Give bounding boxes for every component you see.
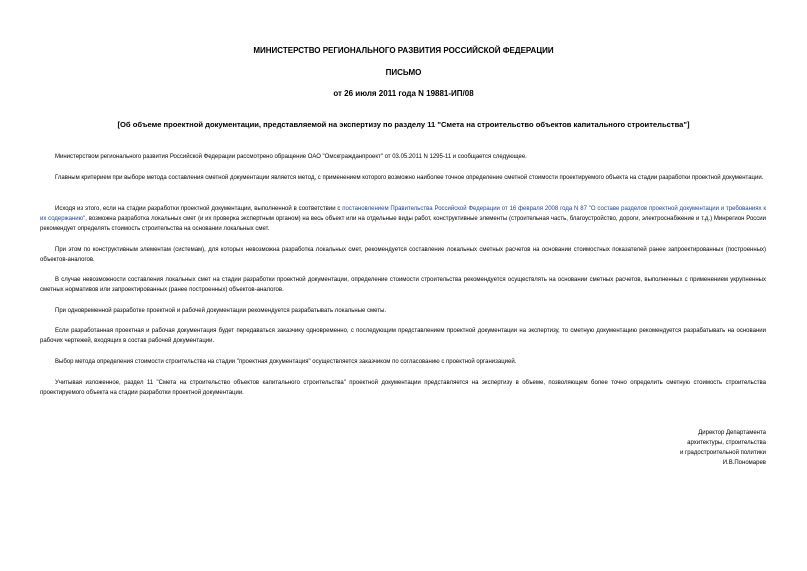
paragraph-3-text-end: , возможна разработка локальных смет (и их проверка экспертным органом) на весь объект или на отдельные виды работ, конструктивные элементы (строительная часть, благоустройство, дороги, электроснабжение и т.д.) Минрегион России рекомендует определять стоимость строительства на основании локальных смет.	[40, 216, 766, 232]
paragraph-1: Министерством регионального развития Российской Федерации рассмотрено обращение ОАО "Омскгражданпроект" от 03.05.2011 N 1295-11 и сообщается следующее.	[55, 154, 527, 160]
document-date-number: от 26 июля 2011 года N 19881-ИП/08	[333, 89, 474, 98]
paragraph-9: Учитывая изложенное, раздел 11 "Смета на строительство объектов капитального строительства" проектной документации представляется на экспертизу в объеме, позволяющем более точно определить сметную стоимость строительства проектируемого объекта на стадии разработки проектной документации.	[40, 380, 766, 396]
regulation-link[interactable]: постановлением Правительства Российской Федерации от 16 февраля 2008 года N 87 "О составе разделов проектной документации и требованиях к их содержанию"	[40, 206, 767, 222]
paragraph-7: Если разработанная проектная и рабочая документация будет передаваться заказчику одновременно, с последующим представлением проектной документации на экспертизу, то сметную документацию рекомендуется разрабатывать на основании рабочих чертежей, входящих в состав рабочей документации.	[40, 328, 766, 344]
paragraph-6: При одновременной разработке проектной и рабочей документации рекомендуется разрабатывать локальные сметы.	[55, 308, 387, 314]
paragraph-8: Выбор метода определения стоимости строительства на стадии "проектная документация" осуществляется заказчиком по согласованию с проектной организацией.	[55, 359, 517, 365]
paragraph-4: При этом по конструктивным элементам (системам), для которых невозможна разработка локальных смет, рекомендуется составление локальных сметных расчетов на основании стоимостных показателей ранее запроектированных (построенных) объектов-аналогов.	[40, 247, 766, 263]
paragraph-3-text-start: Исходя из этого, если на стадии разработки проектной документации, выполненной в соответствии с	[55, 206, 343, 212]
signature-position-line-1: Директор Департамента	[698, 430, 766, 436]
paragraph-2: Главным критерием при выборе метода составления сметной документации является метод, с применением которого возможно наиболее точное определение сметной стоимости проектируемого объекта на стадии разработки проектной документации.	[55, 175, 764, 181]
signature-block	[680, 428, 766, 468]
signature-position-line-3: и градостроительной политики	[680, 450, 766, 456]
document-type: ПИСЬМО	[385, 68, 422, 77]
paragraph-5: В случае невозможности составления локальных смет на стадии разработки проектной документации, определение стоимости строительства рекомендуется осуществлять на основании сметных расчетов, выполненных с применением укрупненных сметных нормативов или запроектированных (ранее построенных) объектов-аналогов.	[40, 277, 766, 293]
document-subject: [Об объеме проектной документации, представляемой на экспертизу по разделу 11 "Смета на строительство объектов капитального строительства"]	[117, 120, 690, 129]
signature-position-line-2: архитектуры, строительства	[687, 440, 766, 446]
paragraph-3	[40, 204, 766, 234]
signatory-name: И.В.Пономарев	[722, 460, 766, 466]
ministry-heading: МИНИСТЕРСТВО РЕГИОНАЛЬНОГО РАЗВИТИЯ РОССИЙСКОЙ ФЕДЕРАЦИИ	[253, 46, 554, 55]
